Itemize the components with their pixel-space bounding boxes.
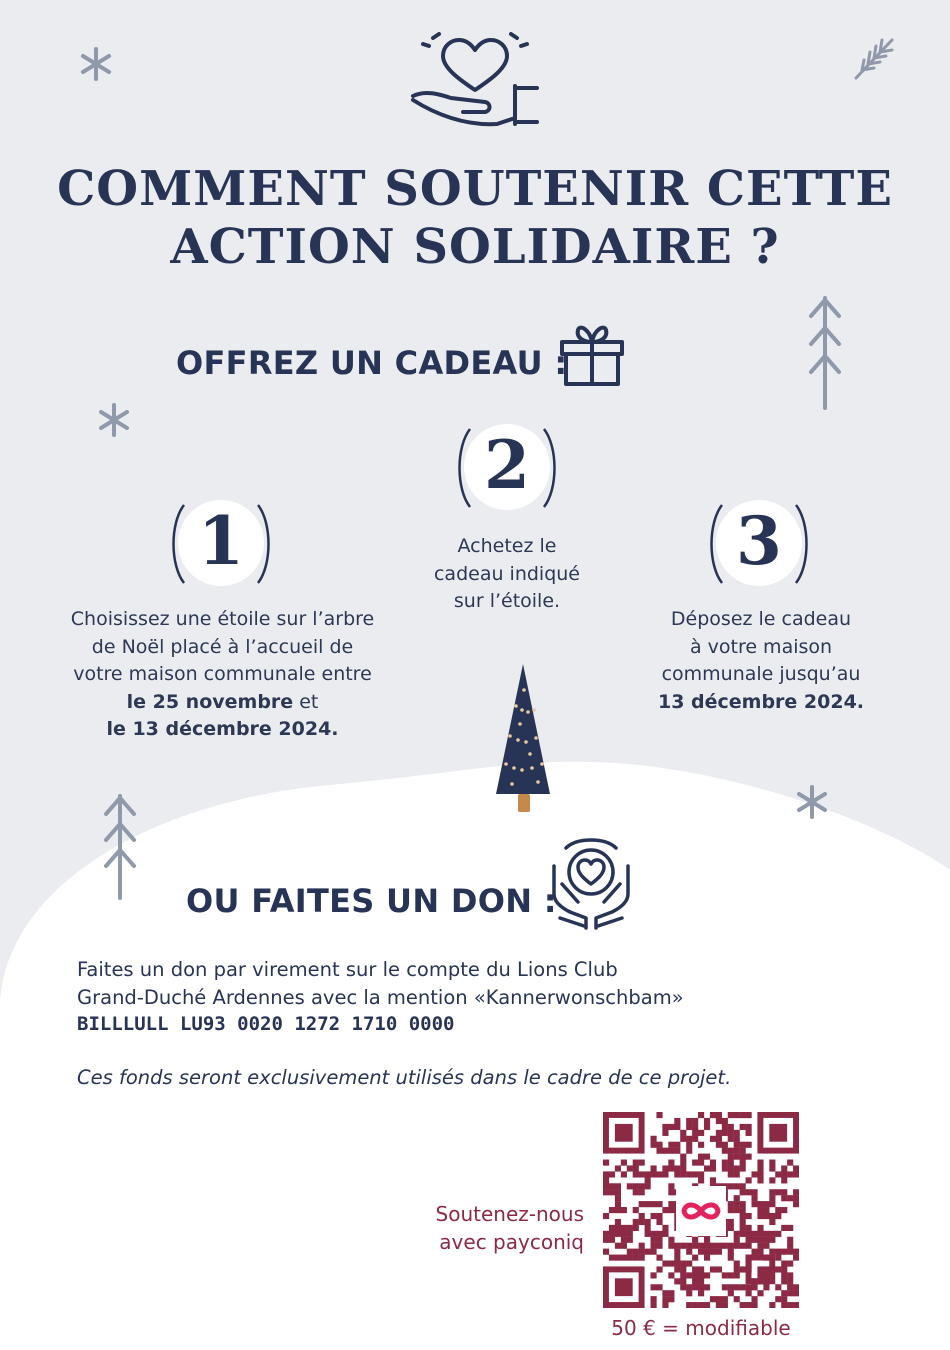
payconiq-line-1: Soutenez-nous [435, 1202, 584, 1226]
snowflake-icon [794, 784, 830, 820]
step-1-date-start: le 25 novembre [126, 690, 294, 713]
step-1-number: 1 [198, 502, 244, 580]
step-1-connector: et [293, 690, 319, 713]
donation-line-2: Grand-Duché Ardennes avec la mention «Kannerwonschbam» [77, 985, 684, 1009]
arrow-tree-icon [100, 792, 140, 902]
payconiq-amount: 50 € = modifiable [611, 1316, 791, 1340]
payconiq-line-2: avec payconiq [439, 1230, 584, 1254]
pine-branch-icon [850, 34, 898, 82]
step-1-date-end: le 13 décembre 2024. [106, 718, 339, 740]
step-2-line: Achetez le [457, 535, 557, 557]
iban-number: BILLLULL LU93 0020 1272 1710 0000 [77, 1013, 455, 1035]
heart-hand-icon [405, 28, 545, 132]
title-line-2: ACTION SOLIDAIRE ? [170, 219, 780, 275]
step-1-text [30, 606, 415, 744]
payconiq-logo-icon [676, 1186, 726, 1236]
step-2-number: 2 [484, 426, 530, 504]
heart-hands-icon [548, 838, 634, 930]
step-3-text [630, 606, 892, 716]
step-1-line: votre maison communale entre [73, 663, 372, 685]
donation-line-1: Faites un don par virement sur le compte du Lions Club [77, 958, 618, 981]
step-2-text [400, 533, 614, 616]
step-3-date: 13 décembre 2024. [657, 690, 865, 713]
funds-note: Ces fonds seront exclusivement utilisés dans le cadre de ce projet. [77, 1066, 732, 1089]
christmas-tree-icon [492, 662, 556, 814]
snowflake-icon [78, 46, 114, 82]
payconiq-text [380, 1200, 584, 1256]
step-2-line: sur l’étoile. [453, 590, 561, 612]
step-3-line: communale jusqu’au [661, 663, 861, 685]
page-title [0, 160, 950, 276]
step-2-line: cadeau indiqué [433, 562, 581, 585]
step-3-line: à votre maison [689, 635, 833, 658]
snowflake-icon [96, 402, 132, 438]
donation-heading: OU FAITES UN DON : [186, 882, 557, 920]
donation-text [77, 956, 684, 1011]
gift-heading: OFFREZ UN CADEAU : [176, 344, 568, 382]
step-3-number: 3 [736, 502, 782, 580]
step-3-line: Déposez le cadeau [670, 608, 852, 630]
gift-icon [558, 324, 626, 386]
step-1-line: de Noël placé à l’accueil de [91, 635, 354, 658]
title-line-1: COMMENT SOUTENIR CETTE [57, 161, 893, 217]
arrow-tree-icon [805, 294, 845, 412]
step-1-line: Choisissez une étoile sur l’arbre [70, 608, 375, 630]
